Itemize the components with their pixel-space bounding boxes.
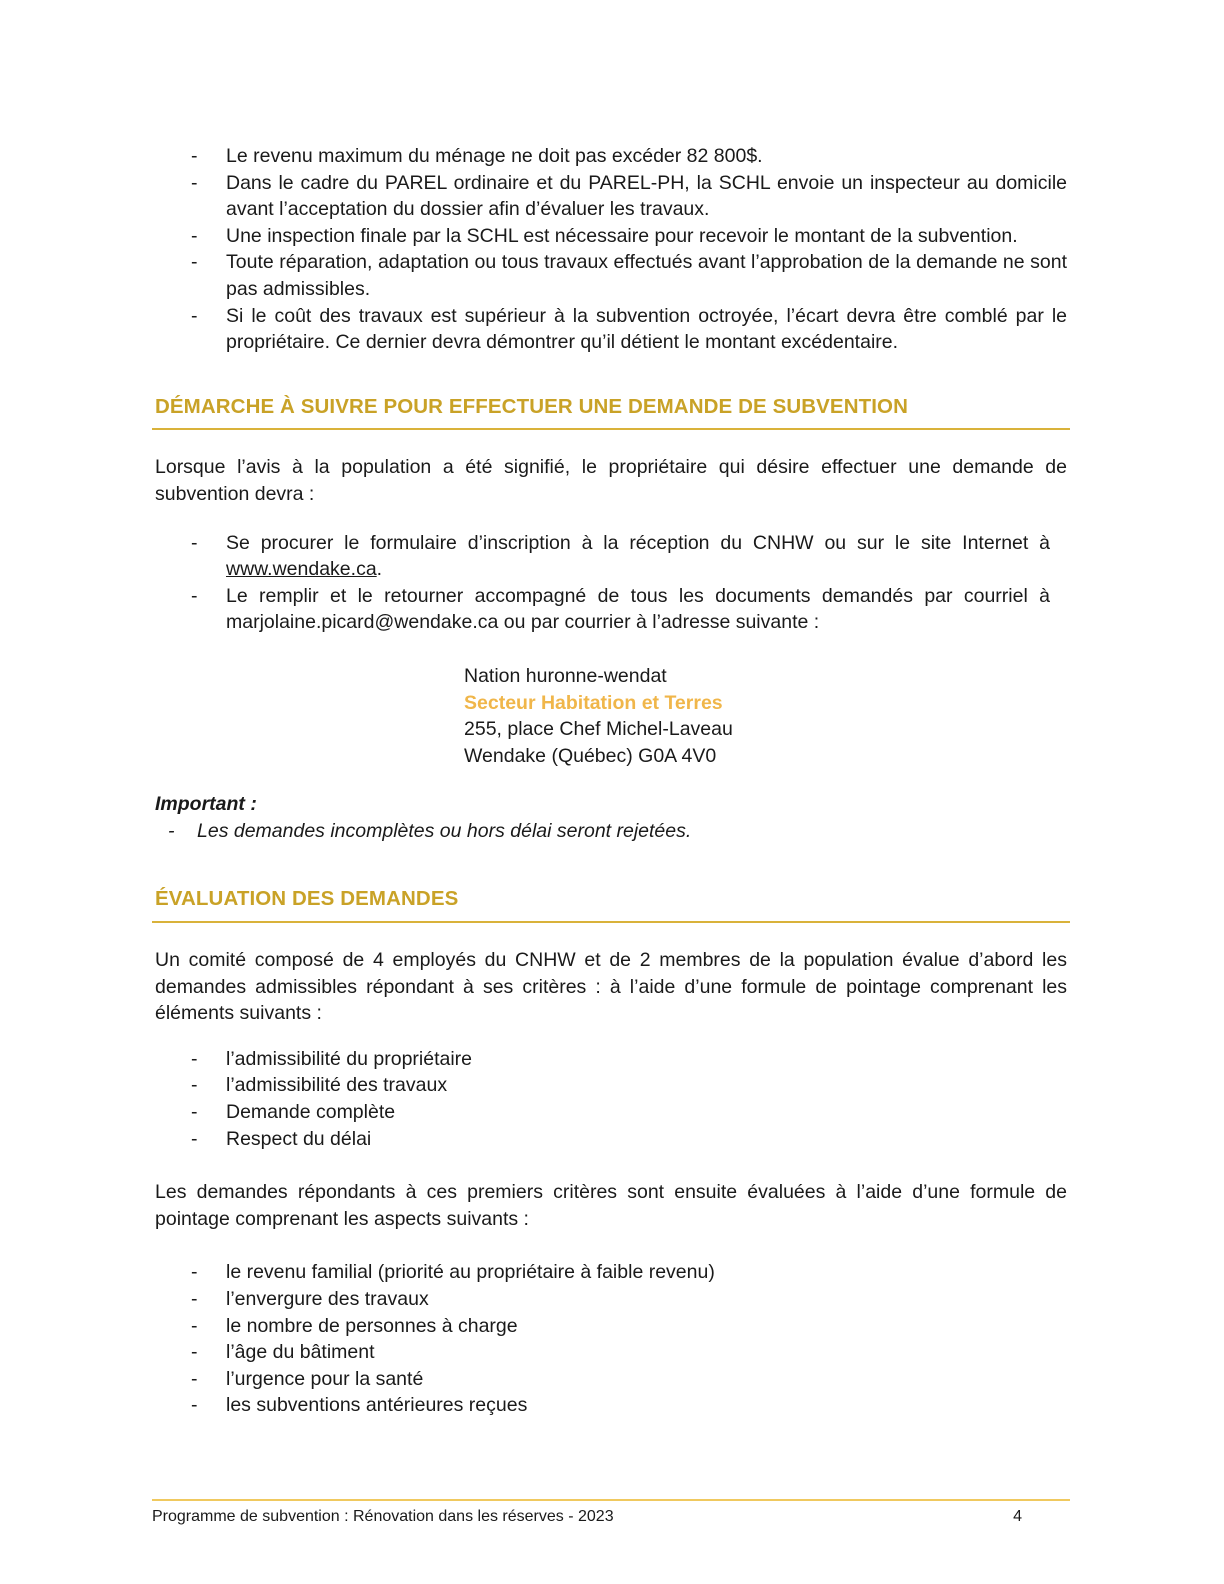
bullet-text: Se procurer le formulaire d’inscription à la réception du CNHW ou sur le site Internet à [226, 531, 1050, 554]
important-title: Important : [155, 793, 257, 816]
list-item: - l’envergure des travaux [155, 1286, 1067, 1313]
list-item: - Dans le cadre du PAREL ordinaire et du PAREL-PH, la SCHL envoie un inspecteur au domicile avant l’acceptation du dossier afin d’évaluer les travaux. [155, 170, 1067, 223]
bullet-end: . [376, 558, 383, 581]
address-line: Nation huronne-wendat [464, 664, 667, 687]
address-line-highlight: Secteur Habitation et Terres [464, 691, 723, 714]
list-item: - le revenu familial (priorité au propriétaire à faible revenu) [155, 1259, 1067, 1286]
list-item: - Si le coût des travaux est supérieur à la subvention octroyée, l’écart devra être comblé par le propriétaire. Ce dernier devra démontrer qu’il détient le montant excédentaire. [155, 303, 1067, 356]
list-item: - l’âge du bâtiment [155, 1339, 1067, 1366]
list-item: - l’admissibilité du propriétaire [155, 1046, 1067, 1073]
page-content [155, 143, 1067, 1419]
section-heading-evaluation: ÉVALUATION DES DEMANDES [152, 886, 1070, 923]
list-item: - l’admissibilité des travaux [155, 1072, 1067, 1099]
list-item [155, 530, 1067, 583]
footer-title: Programme de subvention : Rénovation dans les réserves - 2023 [152, 1508, 614, 1525]
website-link[interactable]: www.wendake.ca [226, 558, 377, 581]
list-item: - Respect du délai [155, 1126, 1067, 1153]
list-item: - Toute réparation, adaptation ou tous travaux effectués avant l’approbation de la demande ne sont pas admissibles. [155, 249, 1067, 302]
mailing-address [464, 663, 1067, 769]
intro-bullet-list [155, 143, 1067, 356]
address-line: 255, place Chef Michel-Laveau [464, 718, 733, 741]
aspects-paragraph: Les demandes répondants à ces premiers critères sont ensuite évaluées à l’aide d’une formule de pointage comprenant les aspects suivants : [155, 1181, 1067, 1230]
section-heading-demarche: DÉMARCHE À SUIVRE POUR EFFECTUER UNE DEMANDE DE SUBVENTION [152, 394, 1070, 431]
list-item: - les subventions antérieures reçues [155, 1392, 1067, 1419]
criteria-list [155, 1046, 1067, 1152]
page-number: 4 [1013, 1508, 1022, 1525]
list-item: - Les demandes incomplètes ou hors délai seront rejetées. [155, 818, 1067, 845]
list-item: - Une inspection finale par la SCHL est nécessaire pour recevoir le montant de la subvention. [155, 223, 1067, 250]
page-footer [152, 1499, 1070, 1527]
list-item: - l’urgence pour la santé [155, 1366, 1067, 1393]
important-list [155, 818, 1067, 845]
demarche-bullet-list [155, 530, 1067, 636]
demarche-paragraph: Lorsque l’avis à la population a été signifié, le propriétaire qui désire effectuer une demande de subvention devra : [155, 456, 1067, 505]
list-item: - Le remplir et le retourner accompagné de tous les documents demandés par courriel à marjolaine.picard@wendake.ca ou par courrier à l’adresse suivante : [155, 583, 1067, 636]
aspects-list [155, 1259, 1067, 1419]
list-item: - Le revenu maximum du ménage ne doit pas excéder 82 800$. [155, 143, 1067, 170]
evaluation-paragraph: Un comité composé de 4 employés du CNHW et de 2 membres de la population évalue d’abord les demandes admissibles répondant à ses critères : à l’aide d’une formule de pointage comprenant les éléments suivants : [155, 949, 1067, 1025]
list-item: - le nombre de personnes à charge [155, 1313, 1067, 1340]
address-line: Wendake (Québec) G0A 4V0 [464, 744, 717, 767]
list-item: - Demande complète [155, 1099, 1067, 1126]
